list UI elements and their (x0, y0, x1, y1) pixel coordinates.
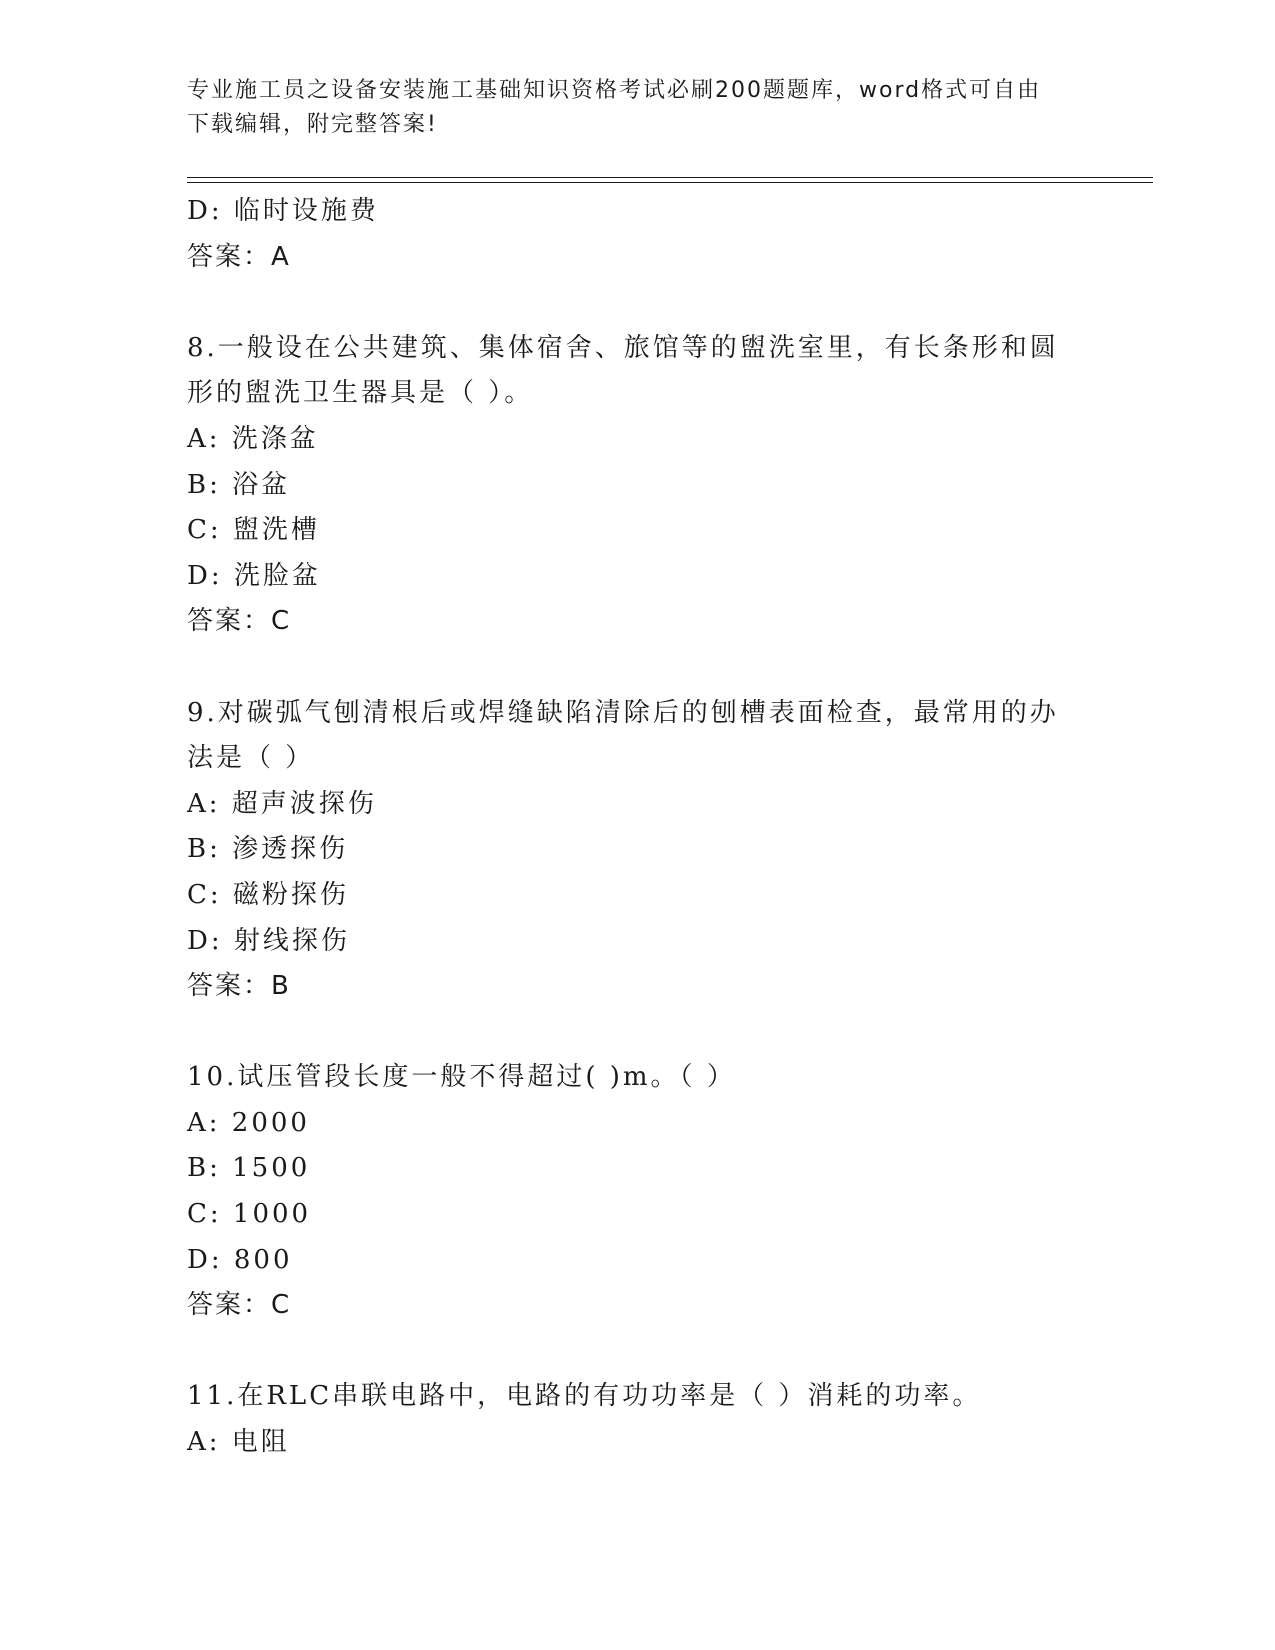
option-b: B: 1500 (187, 1153, 311, 1184)
question-stem-line: 9.对碳弧气刨清根后或焊缝缺陷清除后的刨槽表面检查，最常用的办 (187, 697, 1059, 728)
header-title-line-2: 下载编辑，附完整答案! (187, 112, 438, 137)
question-block-7 (187, 189, 1067, 280)
option-b: B: 浴盆 (187, 469, 291, 500)
answer-line: 答案：A (187, 241, 291, 272)
option-b: B: 渗透探伤 (187, 834, 349, 865)
option-d: D: 临时设施费 (187, 196, 379, 226)
question-block-9 (187, 691, 1067, 1010)
question-stem-line: 11.在RLC串联电路中，电路的有功功率是（ ）消耗的功率。 (187, 1381, 982, 1412)
question-stem-line: 形的盥洗卫生器具是（ ）。 (187, 378, 534, 409)
header-rule-bottom (187, 182, 1153, 183)
option-c: C: 1000 (187, 1199, 312, 1230)
spacer (187, 1329, 1067, 1375)
question-block-11 (187, 1374, 1067, 1465)
question-stem-line: 法是（ ） (187, 743, 315, 774)
spacer (187, 280, 1067, 326)
option-a: A: 电阻 (187, 1427, 290, 1458)
option-d: D: 洗脸盆 (187, 560, 321, 591)
question-block-8 (187, 326, 1067, 645)
question-stem-line: 10.试压管段长度一般不得超过( )m。（ ） (187, 1062, 736, 1093)
option-a: A: 超声波探伤 (187, 788, 377, 819)
option-c: C: 磁粉探伤 (187, 879, 349, 910)
option-a: A: 2000 (187, 1107, 310, 1138)
option-d: D: 射线探伤 (187, 925, 350, 956)
document-header (187, 74, 1067, 142)
question-list (187, 189, 1067, 1466)
answer-line: 答案：C (187, 606, 292, 637)
answer-line: 答案：B (187, 971, 291, 1002)
header-title-line-1: 专业施工员之设备安装施工基础知识资格考试必刷200题题库，word格式可自由 (187, 78, 1042, 103)
option-a: A: 洗涤盆 (187, 423, 319, 454)
answer-line: 答案：C (187, 1290, 292, 1321)
question-block-10 (187, 1055, 1067, 1329)
spacer (187, 1010, 1067, 1056)
spacer (187, 645, 1067, 691)
header-rule-top (187, 177, 1153, 178)
question-stem-line: 8.一般设在公共建筑、集体宿舍、旅馆等的盥洗室里，有长条形和圆 (187, 332, 1059, 363)
option-c: C: 盥洗槽 (187, 515, 320, 546)
option-d: D: 800 (187, 1244, 293, 1275)
